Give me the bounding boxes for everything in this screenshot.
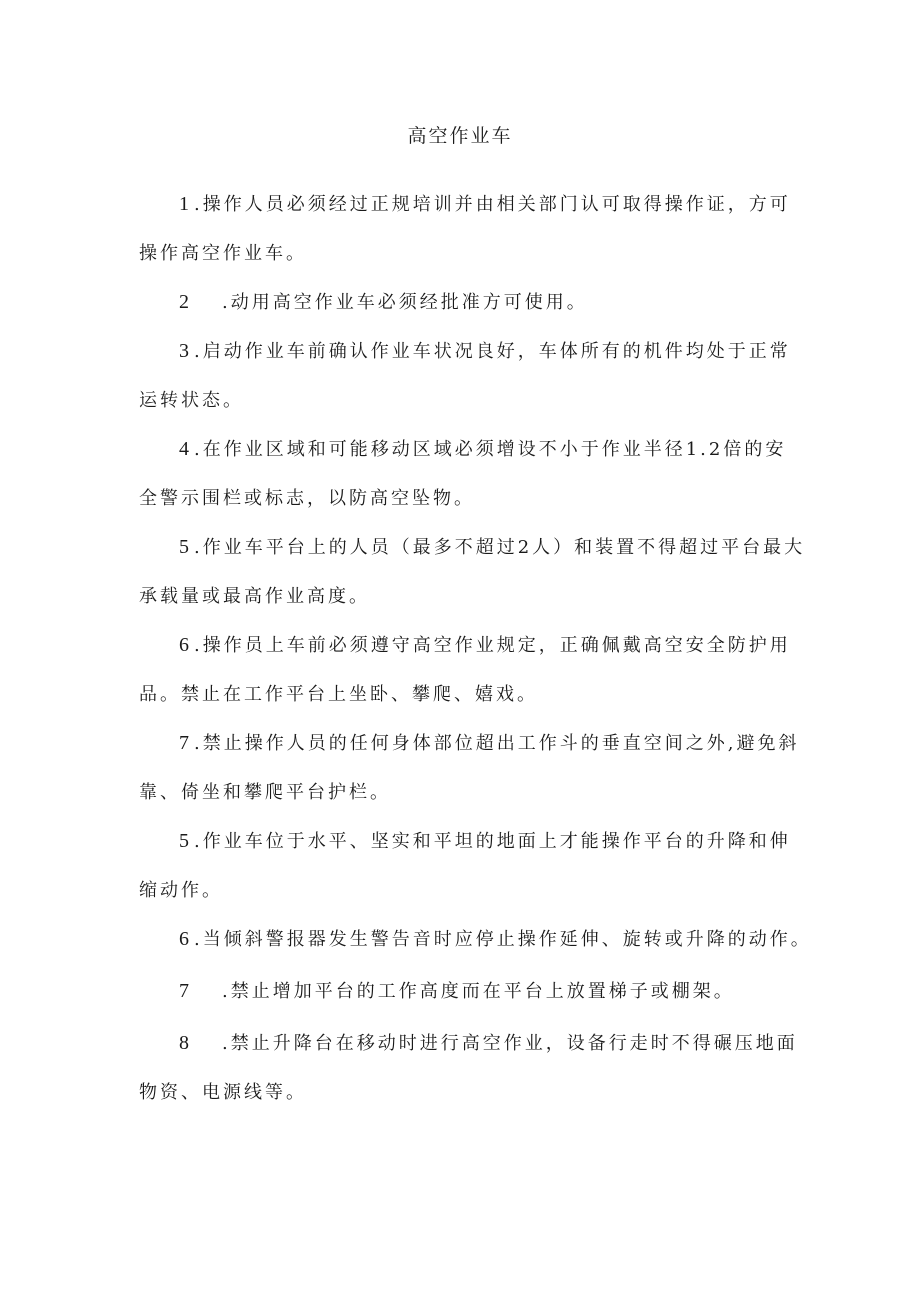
list-item-6 (139, 621, 799, 719)
list-item-9 (139, 915, 812, 964)
document-title: 高空作业车 (407, 125, 513, 147)
list-item-first-line (139, 425, 799, 474)
list-item-1 (139, 180, 799, 278)
item-number: 5 (179, 830, 192, 852)
list-item-first-line (139, 180, 799, 229)
item-text: .在作业区域和可能移动区域必须增设不小于作业半径1.2倍的安 (194, 439, 787, 460)
list-item-first-line (139, 719, 799, 768)
list-item-first-line (139, 1019, 799, 1068)
item-text: .操作员上车前必须遵守高空作业规定，正确佩戴高空安全防护用 (194, 635, 791, 656)
list-item-first-line (139, 915, 812, 964)
list-item-first-line (139, 621, 799, 670)
item-continuation: 靠、倚坐和攀爬平台护栏。 (139, 782, 391, 803)
item-text: .禁止操作人员的任何身体部位超出工作斗的垂直空间之外,避免斜 (194, 733, 800, 754)
item-number: 7 (179, 732, 192, 754)
list-item-first-line (139, 817, 799, 866)
list-item-5 (139, 523, 806, 621)
item-number: 6 (179, 928, 192, 950)
item-continuation: 品。禁止在工作平台上坐卧、攀爬、嬉戏。 (139, 684, 538, 705)
item-continuation: 物资、电源线等。 (139, 1082, 307, 1103)
item-number: 2 (179, 291, 192, 313)
item-number: 1 (179, 193, 192, 215)
item-continuation: 缩动作。 (139, 880, 223, 901)
list-item-first-line (139, 967, 799, 1016)
item-text: .禁止增加平台的工作高度而在平台上放置梯子或棚架。 (222, 981, 735, 1002)
list-item-2 (139, 278, 799, 327)
item-text: .作业车平台上的人员（最多不超过2人）和装置不得超过平台最大 (194, 537, 806, 558)
item-text: .启动作业车前确认作业车状况良好，车体所有的机件均处于正常 (194, 341, 791, 362)
list-item-4 (139, 425, 799, 523)
item-text: .操作人员必须经过正规培训并由相关部门认可取得操作证，方可 (194, 194, 791, 215)
item-number: 7 (179, 980, 192, 1002)
item-number: 4 (179, 438, 192, 460)
item-number: 6 (179, 634, 192, 656)
item-continuation: 操作高空作业车。 (139, 243, 307, 264)
list-item-first-line (139, 278, 799, 327)
item-text: .作业车位于水平、坚实和平坦的地面上才能操作平台的升降和伸 (194, 831, 791, 852)
item-number: 3 (179, 340, 192, 362)
list-item-7 (139, 719, 799, 817)
item-text: .当倾斜警报器发生警告音时应停止操作延伸、旋转或升降的动作。 (194, 929, 812, 950)
item-continuation: 全警示围栏或标志，以防高空坠物。 (139, 488, 475, 509)
item-number: 8 (179, 1032, 192, 1054)
item-number: 5 (179, 536, 192, 558)
item-continuation: 承载量或最高作业高度。 (139, 586, 370, 607)
item-continuation: 运转状态。 (139, 390, 244, 411)
list-item-10 (139, 967, 799, 1016)
list-item-11 (139, 1019, 799, 1117)
list-item-3 (139, 327, 799, 425)
item-text: .动用高空作业车必须经批准方可使用。 (222, 292, 588, 313)
list-item-first-line (139, 523, 806, 572)
list-item-8 (139, 817, 799, 915)
item-text: .禁止升降台在移动时进行高空作业，设备行走时不得碾压地面 (222, 1033, 798, 1054)
list-item-first-line (139, 327, 799, 376)
